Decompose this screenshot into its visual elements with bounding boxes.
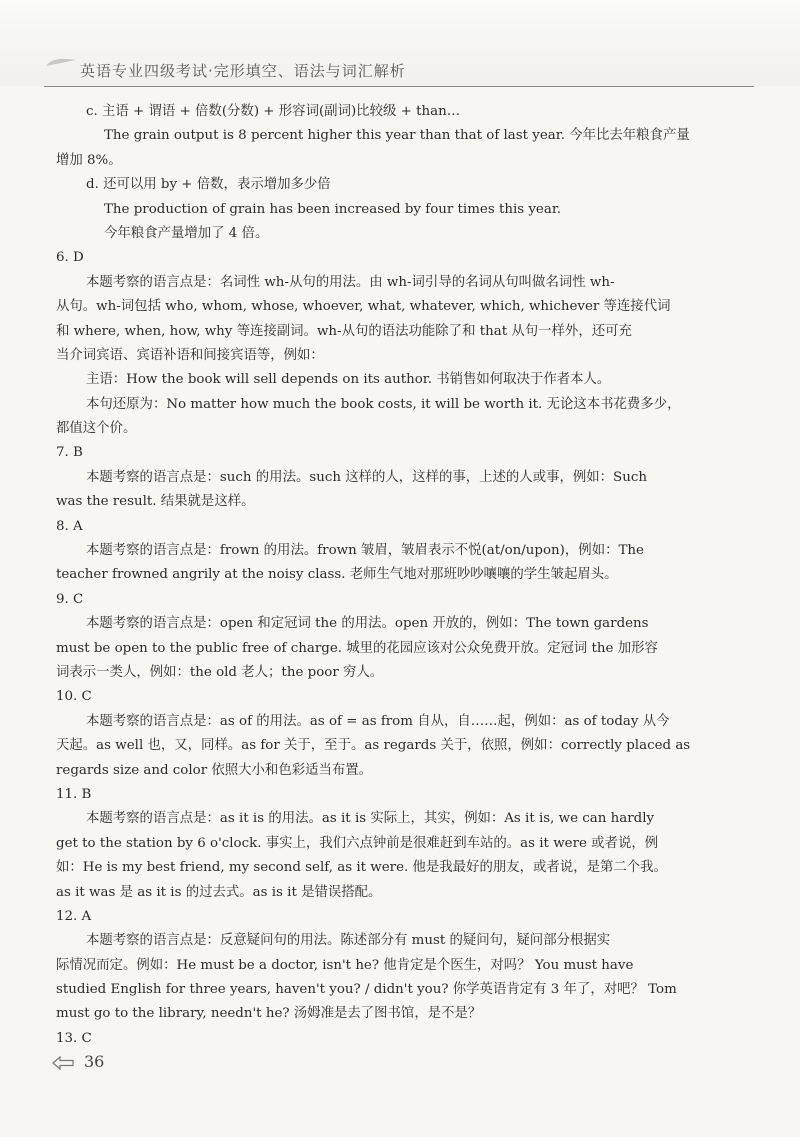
text-line: 词表示一类人，例如：the old 老人；the poor 穷人。	[56, 664, 384, 680]
text-line: teacher frowned angrily at the noisy class. 老师生气地对那班吵吵嚷嚷的学生皱起眉头。	[56, 567, 618, 583]
answer-heading: 11. B	[56, 786, 92, 802]
text-line: regards size and color 依照大小和色彩适当布置。	[56, 762, 373, 778]
answer-heading: 12. A	[56, 908, 92, 924]
text-line: 都值这个价。	[56, 421, 137, 437]
answer-heading: 7. B	[56, 445, 83, 461]
text-line: get to the station by 6 o'clock. 事实上，我们六点钟前是很难赶到车站的。as it were 或者说，例	[56, 835, 659, 851]
text-line: 增加 8%。	[56, 152, 122, 168]
text-line: 本题考察的语言点是：as of 的用法。as of = as from 自从，自……起，例如：as of today 从今	[86, 713, 670, 729]
answer-heading: 8. A	[56, 518, 83, 534]
page-header	[0, 0, 800, 92]
header-title: 英语专业四级考试·完形填空、语法与词汇解析	[80, 62, 406, 80]
text-line: 本题考察的语言点是：such 的用法。such 这样的人，这样的事，上述的人或事，例如：Such	[86, 469, 647, 485]
text-line: 主语：How the book will sell depends on its author. 书销售如何取决于作者本人。	[86, 372, 611, 388]
answer-heading: 10. C	[56, 689, 92, 705]
text-line: 本题考察的语言点是：open 和定冠词 the 的用法。open 开放的，例如：The town gardens	[86, 616, 649, 632]
text-line: 和 where, when, how, why 等连接副词。wh-从句的语法功能除了和 that 从句一样外，还可充	[56, 323, 632, 339]
text-line: 当介词宾语、宾语补语和间接宾语等，例如：	[56, 347, 324, 363]
header-decoration-icon	[44, 56, 78, 68]
text-line: 从句。wh-词包括 who, whom, whose, whoever, what, whatever, which, whichever 等连接代词	[56, 299, 671, 315]
text-line: 本题考察的语言点是：frown 的用法。frown 皱眉，皱眉表示不悦(at/on/upon)，例如：The	[86, 543, 644, 559]
text-line: as it was 是 as it is 的过去式。as is it 是错误搭配。	[56, 884, 382, 900]
answer-heading: 13. C	[56, 1030, 92, 1046]
left-arrow-icon	[52, 1056, 74, 1070]
text-line: 本句还原为：No matter how much the book costs, it will be worth it. 无论这本书花费多少，	[86, 396, 681, 412]
page-content	[56, 100, 716, 1051]
text-line: d. 还可以用 by + 倍数，表示增加多少倍	[86, 177, 331, 193]
answer-heading: 9. C	[56, 591, 84, 607]
text-line: was the result. 结果就是这样。	[56, 494, 255, 510]
text-line: studied English for three years, haven't you? / didn't you? 你学英语肯定有 3 年了，对吧？ Tom	[56, 982, 677, 998]
answer-heading: 6. D	[56, 250, 84, 266]
text-line: 际情况而定。例如：He must be a doctor, isn't he? 他肯定是个医生，对吗？ You must have	[56, 957, 634, 973]
text-line: 如：He is my best friend, my second self, as it were. 他是我最好的朋友，或者说，是第二个我。	[56, 860, 667, 876]
text-line: must go to the library, needn't he? 汤姆准是去了图书馆，是不是？	[56, 1006, 482, 1022]
text-line: 本题考察的语言点是：名词性 wh-从句的用法。由 wh-词引导的名词从句叫做名词性 wh-	[86, 274, 615, 290]
page-number: 36	[84, 1052, 105, 1071]
header-rule	[44, 86, 754, 87]
text-line: The grain output is 8 percent higher this year than that of last year. 今年比去年粮食产量	[104, 128, 690, 144]
text-line: 本题考察的语言点是：反意疑问句的用法。陈述部分有 must 的疑问句，疑问部分根据实	[86, 933, 611, 949]
text-line: must be open to the public free of charge. 城里的花园应该对公众免费开放。定冠词 the 加形容	[56, 640, 658, 656]
page-footer	[52, 1052, 104, 1076]
text-line: 天起。as well 也，又，同样。as for 关于，至于。as regards 关于，依照，例如：correctly placed as	[56, 738, 691, 754]
text-line: 本题考察的语言点是：as it is 的用法。as it is 实际上，其实，例如：As it is, we can hardly	[86, 811, 655, 827]
text-line: 今年粮食产量增加了 4 倍。	[104, 225, 269, 241]
text-line: c. 主语 + 谓语 + 倍数(分数) + 形容词(副词)比较级 + than…	[86, 104, 461, 119]
text-line: The production of grain has been increased by four times this year.	[104, 201, 562, 217]
